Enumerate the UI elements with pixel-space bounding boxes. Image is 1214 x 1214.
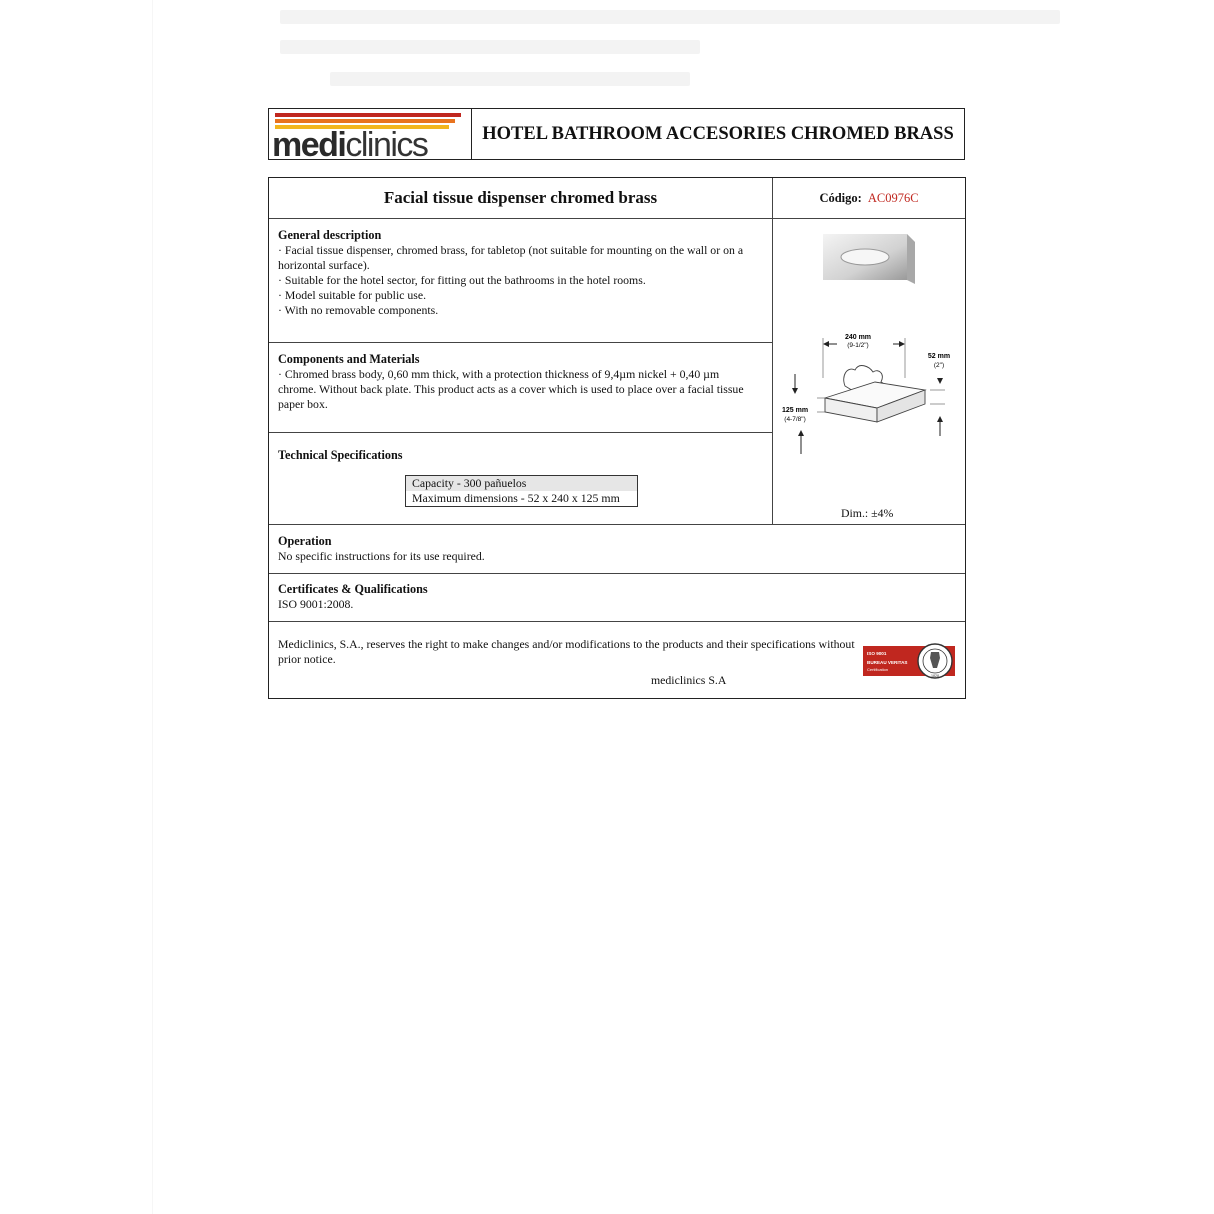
header-title: HOTEL BATHROOM ACCESORIES CHROMED BRASS xyxy=(482,123,954,144)
dim-height-mm: 52 mm xyxy=(927,353,951,360)
certificates-section xyxy=(278,582,428,612)
badge-iso: ISO 9001 xyxy=(867,651,887,656)
divider-title xyxy=(269,218,965,219)
general-heading: General description xyxy=(278,228,382,242)
spec-dimensions: Maximum dimensions - 52 x 240 x 125 mm xyxy=(412,491,620,505)
badge-year: 1828 xyxy=(931,674,939,678)
operation-text: No specific instructions for its use required. xyxy=(278,549,485,563)
dim-width-mm: 240 mm xyxy=(844,334,872,341)
document-header xyxy=(268,108,965,164)
bleed-through-text xyxy=(270,0,1090,100)
logo-stripe-orange xyxy=(275,119,455,123)
product-sheet xyxy=(268,177,966,699)
general-description xyxy=(278,228,758,318)
general-line: · Model suitable for public use. xyxy=(278,288,427,302)
logo-light-part: clinics xyxy=(345,126,428,164)
product-photo xyxy=(823,230,915,286)
badge-cert: Certification xyxy=(867,667,889,672)
general-line: · Facial tissue dispenser, chromed brass, for tabletop (not suitable for mounting on the wall or on a horizontal surface). xyxy=(278,243,744,272)
dimension-tolerance: Dim.: ±4% xyxy=(841,506,894,520)
certificates-heading: Certificates & Qualifications xyxy=(278,582,428,596)
column-divider xyxy=(772,178,773,524)
operation-heading: Operation xyxy=(278,534,332,548)
mediclinics-logo xyxy=(269,109,472,164)
dim-height-in: (2") xyxy=(933,362,945,369)
footer-company: mediclinics S.A xyxy=(651,673,727,687)
page-edge-shadow xyxy=(152,0,153,1214)
dim-depth-mm: 125 mm xyxy=(781,407,809,414)
badge-bureau: BUREAU VERITAS xyxy=(867,660,908,665)
general-line: · Suitable for the hotel sector, for fitting out the bathrooms in the hotel rooms. xyxy=(278,273,646,287)
technical-specifications xyxy=(278,448,402,463)
components-materials xyxy=(278,352,758,412)
logo-wordmark xyxy=(272,126,427,165)
dim-depth-in: (4-7/8") xyxy=(784,416,806,423)
divider-operation xyxy=(269,573,965,574)
divider-technical xyxy=(269,524,965,525)
bureau-veritas-badge xyxy=(863,642,955,680)
components-text: · Chromed brass body, 0,60 mm thick, with a protection thickness of 9,4µm nickel + 0,40 µm chrome. Without back plate. This product acts as a cover which is used to place over a facial tissue paper box. xyxy=(278,367,744,411)
technical-heading: Technical Specifications xyxy=(278,448,403,462)
disclaimer-text: Mediclinics, S.A., reserves the right to make changes and/or modifications to the products and their specifications without prior notice. xyxy=(278,637,855,666)
logo-bold-part: medi xyxy=(272,126,346,164)
product-title: Facial tissue dispenser chromed brass xyxy=(383,188,658,207)
components-heading: Components and Materials xyxy=(278,352,420,366)
dimension-diagram xyxy=(781,328,955,458)
divider-certificates xyxy=(269,621,965,622)
general-line: · With no removable components. xyxy=(278,303,439,317)
divider-components xyxy=(269,432,772,433)
code-value: AC0976C xyxy=(867,190,919,205)
spec-capacity: Capacity - 300 pañuelos xyxy=(406,476,637,491)
dim-width-in: (9-1/2") xyxy=(847,342,869,349)
spec-table xyxy=(405,475,638,507)
product-code xyxy=(773,178,965,218)
certificates-text: ISO 9001:2008. xyxy=(278,597,354,611)
operation-section xyxy=(278,534,485,564)
divider-general xyxy=(269,342,772,343)
code-label: Código: xyxy=(819,190,862,205)
logo-stripe-red xyxy=(275,113,461,117)
